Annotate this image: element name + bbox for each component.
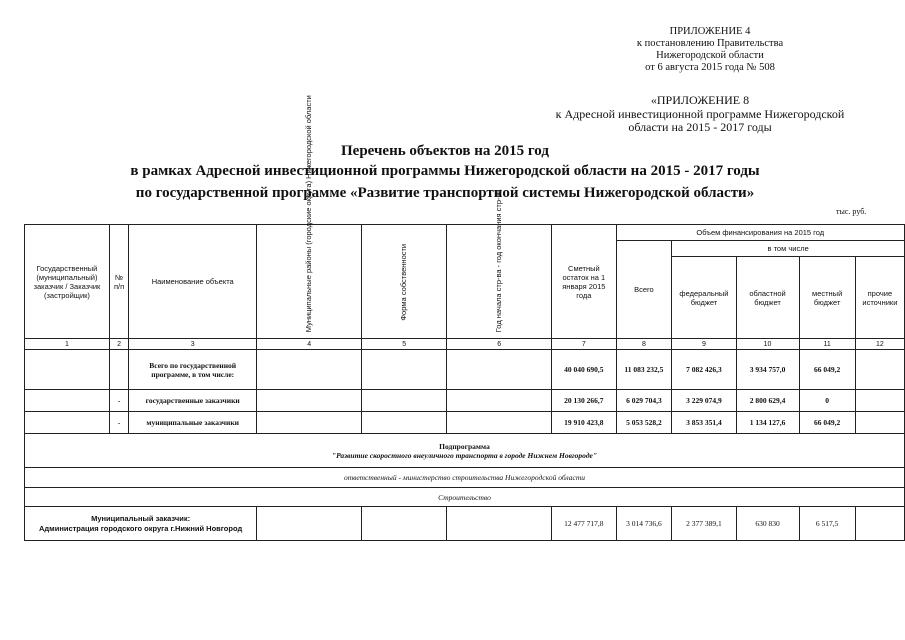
header-regional: областной бюджет [736, 257, 799, 339]
col-num-3: 3 [129, 339, 257, 350]
header-ownership-text: Форма собственности [398, 243, 408, 321]
header-districts-text: Муниципальные районы (городские округа) Нижегородской области [303, 94, 313, 332]
annex-8-period: области на 2015 - 2017 годы [628, 120, 772, 134]
header-including: в том числе [672, 241, 905, 257]
header-ownership [362, 225, 447, 339]
row-total-name: Всего по государственной программе, в том числе: [129, 350, 257, 390]
cell-empty [855, 507, 904, 541]
doc-title-line-2: в рамках Адресной инвестиционной программы Нижегородской области на 2015 - 2017 годы [130, 163, 760, 179]
row-total-federal: 7 082 426,3 [672, 350, 736, 390]
mc-federal: 2 377 389,1 [672, 507, 736, 541]
row-municipal-regional: 1 134 127,6 [736, 412, 799, 434]
table-row-municipal-customer [25, 507, 905, 541]
row-municipal-total: 5 053 528,2 [616, 412, 672, 434]
cell-empty [362, 350, 447, 390]
row-total-total: 11 083 232,5 [616, 350, 672, 390]
header-federal: федеральный бюджет [672, 257, 736, 339]
row-municipal-name: муниципальные заказчики [129, 412, 257, 434]
header-districts [257, 94, 362, 339]
cell-empty [257, 412, 362, 434]
annex-8-ref: к Адресной инвестиционной программе Нижегородской [555, 106, 845, 121]
col-num-6: 6 [447, 339, 552, 350]
header-customer: Государственный (муниципальный) заказчик / Заказчик (застройщик) [25, 225, 110, 339]
subprogram-label: Подпрограмма [439, 441, 490, 451]
table-row-municipal [25, 412, 905, 434]
row-state-regional: 2 800 629,4 [736, 390, 799, 412]
cell-empty [447, 350, 552, 390]
col-num-5: 5 [362, 339, 447, 350]
doc-title-line-1: Перечень объектов на 2015 год [341, 143, 549, 159]
mc-total: 3 014 736,6 [616, 507, 672, 541]
subprogram-row [25, 434, 905, 468]
annex-4-header [590, 26, 830, 74]
row-state-local: 0 [799, 390, 855, 412]
header-number: № п/п [109, 225, 128, 339]
row-municipal-federal: 3 853 351,4 [672, 412, 736, 434]
header-financing: Объем финансирования на 2015 год [616, 225, 904, 241]
col-num-11: 11 [799, 339, 855, 350]
col-num-2: 2 [109, 339, 128, 350]
cell-empty [447, 412, 552, 434]
col-num-10: 10 [736, 339, 799, 350]
table-row-state [25, 390, 905, 412]
header-local: местный бюджет [799, 257, 855, 339]
row-state-dash: - [109, 390, 128, 412]
row-municipal-local: 66 049,2 [799, 412, 855, 434]
cell-empty [25, 350, 110, 390]
header-object-name: Наименование объекта [129, 225, 257, 339]
subprogram-responsible: ответственный - министерство строительства Нижегородской области [25, 468, 905, 488]
header-row-1 [25, 225, 905, 241]
cell-empty [362, 507, 447, 541]
cell-empty [109, 350, 128, 390]
cell-empty [855, 390, 904, 412]
column-numbers-row [25, 339, 905, 350]
units-label: тыс. руб. [836, 207, 867, 216]
mc-local: 6 517,5 [799, 507, 855, 541]
section-row [25, 488, 905, 507]
col-num-9: 9 [672, 339, 736, 350]
cell-empty [447, 390, 552, 412]
row-state-remaining: 20 130 266,7 [552, 390, 616, 412]
header-years-text: Год начала стр-ва - год окончания стр-ва [493, 189, 503, 332]
header-years [447, 189, 552, 339]
row-state-name: государственные заказчики [129, 390, 257, 412]
municipal-customer-name: Администрация городского округа г.Нижний Новгород [38, 523, 243, 533]
row-total-regional: 3 934 757,0 [736, 350, 799, 390]
section-construction: Строительство [25, 488, 905, 507]
cell-empty [257, 350, 362, 390]
municipal-customer-cell [25, 507, 257, 541]
col-num-7: 7 [552, 339, 616, 350]
cell-empty [257, 507, 362, 541]
cell-empty [447, 507, 552, 541]
col-num-1: 1 [25, 339, 110, 350]
annex-4-title: ПРИЛОЖЕНИЕ 4 [669, 26, 751, 37]
cell-empty [25, 412, 110, 434]
row-municipal-dash: - [109, 412, 128, 434]
municipal-customer-label: Муниципальный заказчик: [91, 513, 191, 523]
col-num-4: 4 [257, 339, 362, 350]
col-num-12: 12 [855, 339, 904, 350]
mc-remaining: 12 477 717,8 [552, 507, 616, 541]
row-state-total: 6 029 704,3 [616, 390, 672, 412]
header-total: Всего [616, 241, 672, 339]
cell-empty [257, 390, 362, 412]
doc-title-line-3: по государственной программе «Развитие транспортной системы Нижегородской области» [135, 185, 755, 201]
row-total-remaining: 40 040 690,5 [552, 350, 616, 390]
annex-8-title: «ПРИЛОЖЕНИЕ 8 [650, 93, 750, 107]
row-municipal-remaining: 19 910 423,8 [552, 412, 616, 434]
annex-4-ref: к постановлению Правительства [636, 38, 784, 49]
subprogram-cell [25, 434, 905, 468]
table-row-total [25, 350, 905, 390]
responsible-row [25, 468, 905, 488]
header-remaining: Сметный остаток на 1 января 2015 года [552, 225, 616, 339]
cell-empty [855, 350, 904, 390]
col-num-8: 8 [616, 339, 672, 350]
row-state-federal: 3 229 074,9 [672, 390, 736, 412]
annex-4-date: от 6 августа 2015 года № 508 [645, 62, 775, 73]
header-other: прочие источники [855, 257, 904, 339]
subprogram-name: "Развитие скоростного внеуличного транспорта в городе Нижнем Новгороде" [331, 450, 598, 460]
cell-empty [855, 412, 904, 434]
cell-empty [362, 412, 447, 434]
cell-empty [25, 390, 110, 412]
annex-4-region: Нижегородской области [656, 50, 764, 61]
row-total-local: 66 049,2 [799, 350, 855, 390]
annex-8-header [530, 94, 870, 135]
cell-empty [362, 390, 447, 412]
mc-regional: 630 830 [736, 507, 799, 541]
